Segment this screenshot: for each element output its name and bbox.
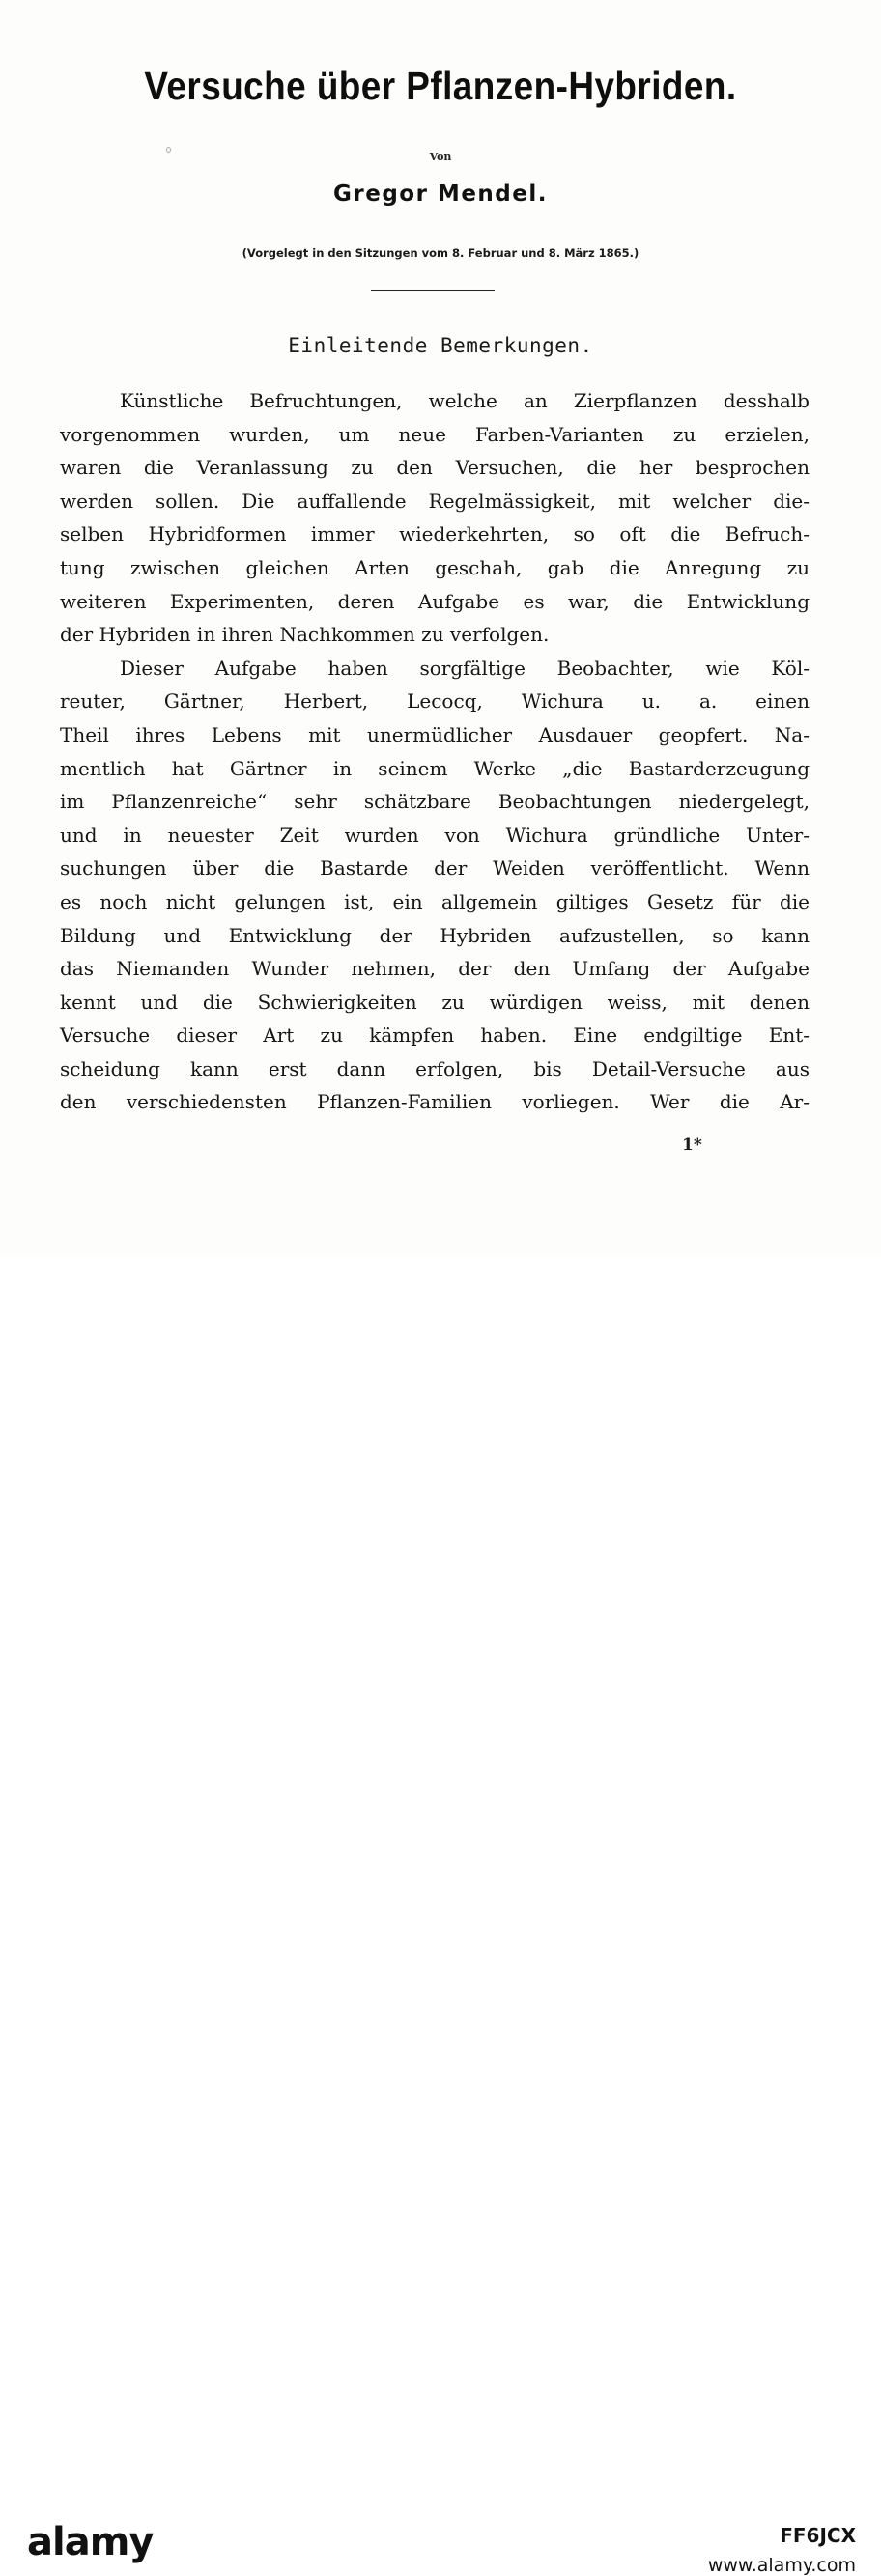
document-title: Versuche über Pflanzen-Hybriden.: [144, 64, 737, 108]
text-line: werden sollen. Die auffallende Regelmässigkeit, mit welcher die-: [60, 489, 810, 513]
image-id: FF6JCX: [780, 2524, 856, 2547]
site-url: www.alamy.com: [707, 2555, 856, 2576]
text-line: der Hybriden in ihren Nachkommen zu verfolgen.: [60, 623, 550, 647]
divider-rule: [371, 290, 495, 291]
text-line: tung zwischen gleichen Arten geschah, gab die Anregung zu: [60, 555, 810, 579]
author-name: Gregor Mendel.: [333, 182, 548, 207]
text-line: das Niemanden Wunder nehmen, der den Umfang der Aufgabe: [60, 957, 810, 981]
text-line: waren die Veranlassung zu den Versuchen, die her besprochen: [60, 456, 810, 480]
text-line: weiteren Experimenten, deren Aufgabe es war, die Entwicklung: [60, 589, 810, 613]
text-line: reuter, Gärtner, Herbert, Lecocq, Wichura u. a. einen: [60, 689, 810, 714]
body-text: [60, 384, 810, 1119]
text-line: im Pflanzenreiche“ sehr schätzbare Beobachtungen niedergelegt,: [60, 790, 810, 814]
text-line: vorgenommen wurden, um neue Farben-Varianten zu erzielen,: [60, 422, 810, 446]
document-page: [0, 0, 881, 1255]
text-line: suchungen über die Bastarde der Weiden veröffentlicht. Wenn: [60, 856, 810, 881]
text-line: Künstliche Befruchtungen, welche an Zierpflanzen desshalb: [120, 389, 810, 412]
page-number: 1*: [682, 1135, 702, 1155]
alamy-logo: alamy: [27, 2520, 154, 2564]
text-line: es noch nicht gelungen ist, ein allgemein giltiges Gesetz für die: [60, 889, 810, 913]
byline-von: Von: [429, 151, 452, 163]
presentation-note: (Vorgelegt in den Sitzungen vom 8. Februar und 8. März 1865.): [242, 246, 639, 260]
text-line: Dieser Aufgabe haben sorgfältige Beobachter, wie Köl-: [120, 656, 810, 680]
watermark-bar: [0, 1255, 881, 2576]
text-line: mentlich hat Gärtner in seinem Werke „die Bastarderzeugung: [60, 756, 810, 780]
text-line: kennt und die Schwierigkeiten zu würdigen weiss, mit denen: [60, 990, 810, 1014]
section-heading: Einleitende Bemerkungen.: [288, 334, 593, 357]
text-line: und in neuester Zeit wurden von Wichura gründliche Unter-: [60, 823, 810, 847]
text-line: selben Hybridformen immer wiederkehrten, so oft die Befruch-: [60, 522, 810, 546]
text-line: Bildung und Entwicklung der Hybriden aufzustellen, so kann: [60, 923, 810, 947]
text-line: scheidung kann erst dann erfolgen, bis Detail-Versuche aus: [60, 1056, 810, 1080]
text-line: Versuche dieser Art zu kämpfen haben. Eine endgiltige Ent-: [60, 1023, 810, 1048]
text-line: den verschiedensten Pflanzen-Familien vorliegen. Wer die Ar-: [60, 1090, 810, 1114]
text-line: Theil ihres Lebens mit unermüdlicher Ausdauer geopfert. Na-: [60, 722, 810, 746]
